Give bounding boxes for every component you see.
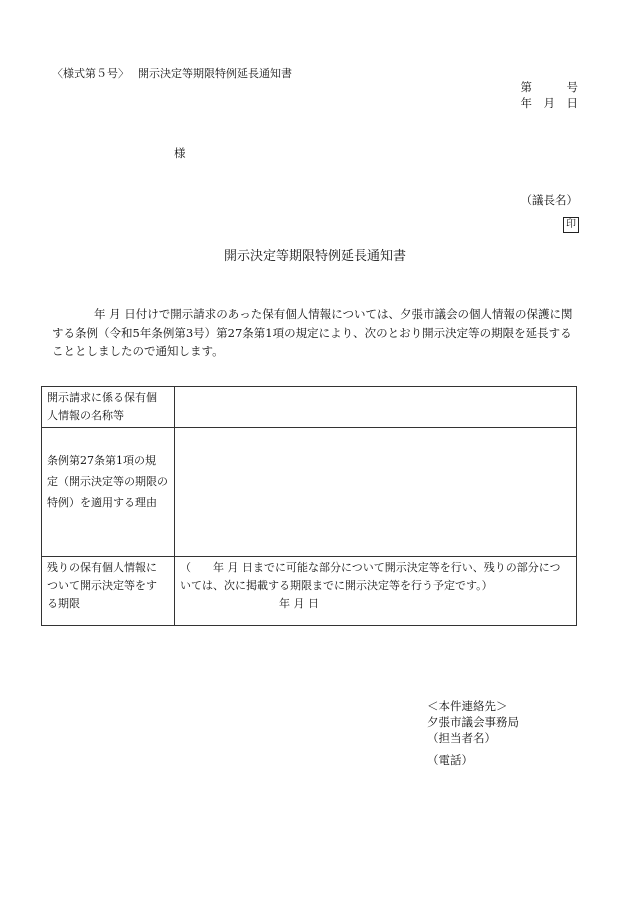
- body-paragraph: [52, 305, 580, 361]
- table-label-cell: 開示請求に係る保有個 人情報の名称等: [42, 387, 175, 428]
- table-label-cell: 条例第27条第1項の規 定（開示決定等の期限の 特例）を適用する理由: [42, 428, 175, 557]
- table-value-cell: （ 年 月 日までに可能な部分について開示決定等を行い、残りの部分につ いては、次に掲載する期限までに開示決定等を行う予定です。） 年 月 日: [175, 557, 577, 626]
- seal-mark: 印: [563, 217, 579, 233]
- body-text: 年 月 日付けで開示請求のあった保有個人情報については、夕張市議会の個人情報の保護に関する条例（令和5年条例第3号）第27条第1項の規定により、次のとおり開示決定等の期限を延長することとしましたので通知します。: [52, 307, 573, 358]
- table-row: [42, 557, 577, 626]
- table-value-cell: [175, 428, 577, 557]
- form-label: 〈様式第５号〉 開示決定等期限特例延長通知書: [52, 67, 292, 80]
- contact-heading: ＜本件連絡先＞: [427, 699, 508, 713]
- table-value-cell: [175, 387, 577, 428]
- document-number: 第 号: [520, 80, 578, 94]
- table-label-cell: 残りの保有個人情報に ついて開示決定等をす る期限: [42, 557, 175, 626]
- chair-name: （議長名）: [520, 193, 578, 207]
- contact-block: [427, 698, 519, 768]
- addressee-honorific: 様: [174, 146, 186, 160]
- document-date: 年 月 日: [520, 96, 578, 110]
- table-row: [42, 387, 577, 428]
- document-title: 開示決定等期限特例延長通知書: [223, 249, 406, 264]
- contact-person: （担当者名）: [427, 731, 496, 745]
- info-table: [41, 386, 577, 626]
- contact-office: 夕張市議会事務局: [427, 715, 519, 729]
- contact-phone: （電話）: [427, 753, 473, 767]
- table-row: [42, 428, 577, 557]
